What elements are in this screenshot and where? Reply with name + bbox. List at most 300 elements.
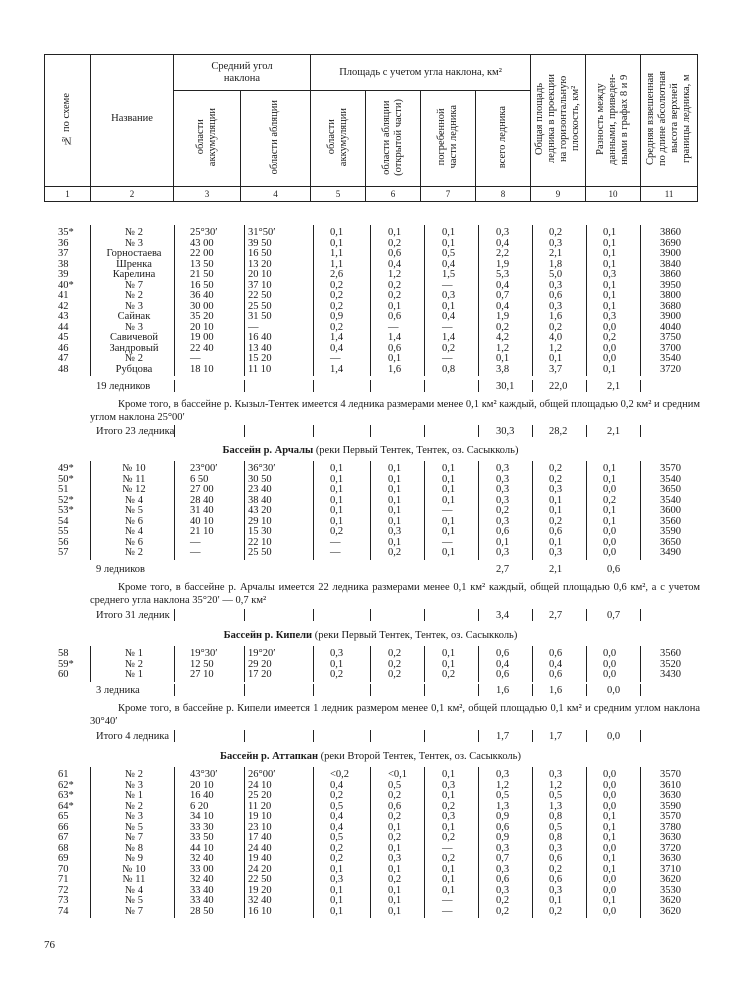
- column-tick: [244, 730, 245, 742]
- table-cell: № 2: [125, 769, 143, 780]
- table-cell: 55: [58, 526, 69, 537]
- table-cell: 0,1: [330, 905, 344, 917]
- table-cell: 0,3: [496, 842, 510, 854]
- table-cell: 0,1: [442, 821, 456, 833]
- table-cell: 0,4: [496, 279, 510, 291]
- column-tick: [640, 380, 641, 392]
- table-cell: 0,1: [330, 505, 344, 516]
- table-cell: 0,4: [330, 811, 344, 822]
- table-cell: 0,1: [388, 353, 402, 364]
- table-cell: 3950: [660, 279, 681, 291]
- table-cell: 3650: [660, 536, 681, 548]
- table-cell: 0,9: [496, 832, 510, 843]
- table-cell: 0,0: [603, 658, 617, 670]
- table-cell: 62*: [58, 779, 74, 791]
- table-cell: 0,3: [496, 494, 510, 506]
- column-rule: [313, 225, 314, 376]
- table-cell: 0,9: [496, 811, 510, 822]
- summary-value: 2,1: [607, 426, 621, 437]
- header-number: 1: [45, 187, 91, 202]
- table-cell: 23 40: [248, 484, 272, 495]
- summary-label: 3 ледника: [96, 685, 140, 696]
- table-cell: Шренка: [116, 258, 152, 270]
- table-cell: № 10: [122, 863, 146, 875]
- table-cell: 0,1: [603, 832, 617, 843]
- table-cell: 0,0: [603, 800, 617, 812]
- table-cell: 0,0: [603, 884, 617, 896]
- header-number: 8: [476, 187, 531, 202]
- table-cell: 0,4: [388, 258, 402, 270]
- section-note: Кроме того, в бассейне р. Кипели имеется 1 ледник размером менее 0,1 км², общей площадью 0,1 км² и средним углом наклона 30°40′: [90, 703, 700, 727]
- table-cell: № 7: [125, 279, 143, 291]
- table-cell: 0,1: [603, 248, 617, 259]
- table-cell: —: [190, 353, 201, 364]
- table-cell: 1,3: [549, 800, 563, 812]
- table-cell: № 12: [122, 484, 146, 495]
- column-rule: [640, 225, 641, 376]
- header-number: 9: [531, 187, 586, 202]
- table-cell: 29 10: [248, 515, 272, 527]
- table-cell: 0,2: [388, 811, 402, 822]
- table-cell: № 5: [125, 821, 143, 833]
- table-cell: 0,1: [388, 463, 402, 474]
- summary-value: 2,7: [496, 564, 510, 575]
- table-cell: 0,2: [442, 832, 456, 843]
- table-cell: 65: [58, 811, 69, 822]
- table-cell: 31°50′: [248, 227, 276, 238]
- table-cell: 0,1: [388, 536, 402, 548]
- table-cell: 0,2: [330, 279, 344, 291]
- table-cell: 49*: [58, 463, 74, 474]
- table-cell: № 2: [125, 658, 143, 670]
- table-cell: 0,1: [330, 484, 344, 495]
- table-cell: 0,2: [388, 290, 402, 301]
- table-cell: 0,1: [388, 227, 402, 238]
- table-cell: —: [442, 353, 453, 364]
- table-cell: 0,3: [388, 853, 402, 864]
- column-tick: [640, 425, 641, 437]
- table-cell: 1,2: [549, 342, 563, 354]
- table-cell: 1,5: [442, 269, 456, 280]
- table-cell: 67: [58, 832, 69, 843]
- table-cell: 0,5: [442, 248, 456, 259]
- column-tick: [174, 684, 175, 696]
- table-cell: 0,1: [388, 863, 402, 875]
- table-cell: 3900: [660, 248, 681, 259]
- table-cell: 15 30: [248, 526, 272, 537]
- table-cell: 37 10: [248, 279, 272, 291]
- summary-value: 1,7: [496, 731, 510, 742]
- table-cell: 18 10: [190, 363, 214, 375]
- table-cell: 33 40: [190, 884, 214, 896]
- table-cell: 19°30′: [190, 648, 218, 659]
- table-cell: 22 40: [190, 342, 214, 354]
- column-rule: [174, 646, 175, 682]
- column-tick: [174, 425, 175, 437]
- table-cell: 3540: [660, 494, 681, 506]
- table-cell: 22 10: [248, 536, 272, 548]
- table-cell: 0,2: [549, 863, 563, 875]
- summary-value: 1,6: [496, 685, 510, 696]
- column-tick: [370, 684, 371, 696]
- table-cell: 29 20: [248, 658, 272, 670]
- column-tick: [313, 380, 314, 392]
- column-rule: [174, 461, 175, 560]
- table-cell: 0,2: [549, 463, 563, 474]
- column-rule: [90, 767, 91, 918]
- table-cell: 0,4: [442, 311, 456, 322]
- table-cell: 3590: [660, 800, 681, 812]
- table-cell: 38: [58, 258, 69, 270]
- summary-value: 22,0: [549, 381, 568, 392]
- table-cell: 0,3: [549, 484, 563, 495]
- table-cell: 3530: [660, 884, 681, 896]
- table-cell: 0,1: [549, 353, 563, 364]
- table-cell: 0,0: [603, 905, 617, 917]
- table-cell: 0,1: [330, 863, 344, 875]
- table-cell: 6 50: [190, 473, 209, 485]
- table-cell: 0,1: [442, 863, 456, 875]
- table-cell: 0,3: [496, 515, 510, 527]
- header-col-10: Разность между данными, приведен- ными в графах 8 и 9: [586, 55, 641, 187]
- column-rule: [90, 461, 91, 560]
- header-col-5: области аккумуляции: [311, 91, 366, 187]
- table-cell: 20 10: [248, 269, 272, 280]
- table-cell: 43: [58, 311, 69, 322]
- header-number: 3: [174, 187, 241, 202]
- table-cell: 3720: [660, 842, 681, 854]
- table-cell: 3,7: [549, 363, 563, 375]
- summary-value: 1,7: [549, 731, 563, 742]
- table-cell: 0,2: [549, 515, 563, 527]
- table-cell: 0,1: [496, 536, 510, 548]
- table-cell: 40 10: [190, 515, 214, 527]
- table-cell: 63*: [58, 790, 74, 801]
- column-tick: [313, 730, 314, 742]
- column-rule: [586, 646, 587, 682]
- table-cell: 3,8: [496, 363, 510, 375]
- table-cell: —: [330, 536, 341, 548]
- table-cell: 33 50: [190, 832, 214, 843]
- header-group-angle: Средний угол наклона: [174, 55, 311, 91]
- table-cell: 1,8: [549, 258, 563, 270]
- table-cell: № 2: [125, 547, 143, 558]
- column-tick: [370, 730, 371, 742]
- summary-value: 30,1: [496, 381, 515, 392]
- table-cell: № 7: [125, 905, 143, 917]
- table-cell: 0,5: [549, 790, 563, 801]
- table-cell: 0,3: [549, 769, 563, 780]
- column-rule: [478, 461, 479, 560]
- summary-value: 0,0: [607, 731, 621, 742]
- table-cell: 0,1: [388, 505, 402, 516]
- table-cell: 44: [58, 321, 69, 333]
- column-tick: [640, 684, 641, 696]
- table-cell: 13 20: [248, 258, 272, 270]
- table-cell: 44 10: [190, 842, 214, 854]
- table-cell: 0,1: [388, 821, 402, 833]
- column-rule: [586, 767, 587, 918]
- table-cell: 0,3: [496, 227, 510, 238]
- table-cell: 0,3: [549, 279, 563, 291]
- header-group-area: Площадь с учетом угла наклона, км²: [311, 55, 531, 91]
- table-cell: 0,5: [549, 821, 563, 833]
- table-cell: 24 10: [248, 779, 272, 791]
- table-cell: 1,3: [496, 800, 510, 812]
- table-cell: 50*: [58, 473, 74, 485]
- table-cell: 0,2: [330, 669, 344, 680]
- table-cell: 0,2: [388, 237, 402, 249]
- column-rule: [90, 225, 91, 376]
- table-cell: 59*: [58, 658, 74, 670]
- table-cell: 70: [58, 863, 69, 875]
- table-cell: 38 40: [248, 494, 272, 506]
- table-cell: 0,3: [549, 884, 563, 896]
- table-cell: № 3: [125, 779, 143, 791]
- table-cell: № 3: [125, 300, 143, 312]
- table-cell: 22 50: [248, 874, 272, 885]
- table-cell: 0,1: [388, 494, 402, 506]
- column-tick: [174, 380, 175, 392]
- header-col-7: погребенной части ледника: [421, 91, 476, 187]
- table-cell: 47: [58, 353, 69, 364]
- table-cell: 0,3: [330, 874, 344, 885]
- table-cell: 1,1: [330, 248, 344, 259]
- table-cell: 0,2: [388, 669, 402, 680]
- table-cell: 0,2: [388, 279, 402, 291]
- table-cell: 0,3: [496, 884, 510, 896]
- table-cell: 0,1: [603, 258, 617, 270]
- table-cell: 0,1: [603, 290, 617, 301]
- table-cell: 0,3: [442, 290, 456, 301]
- column-rule: [532, 461, 533, 560]
- summary-value: 2,1: [549, 564, 563, 575]
- table-cell: 32 40: [190, 853, 214, 864]
- table-cell: 5,3: [496, 269, 510, 280]
- table-cell: № 11: [122, 874, 146, 885]
- table-cell: 0,1: [603, 505, 617, 516]
- table-cell: № 5: [125, 895, 143, 906]
- table-cell: 0,2: [549, 227, 563, 238]
- table-cell: № 3: [125, 811, 143, 822]
- table-cell: 0,2: [442, 800, 456, 812]
- header-col-3: области аккумуляции: [174, 91, 241, 187]
- subtotal-row: [0, 684, 741, 697]
- table-cell: 0,1: [442, 227, 456, 238]
- table-cell: № 2: [125, 227, 143, 238]
- column-rule: [478, 225, 479, 376]
- table-cell: 0,1: [330, 658, 344, 670]
- table-cell: № 5: [125, 505, 143, 516]
- column-tick: [370, 380, 371, 392]
- table-cell: 3860: [660, 227, 681, 238]
- table-cell: 3610: [660, 779, 681, 791]
- basin-title: [0, 751, 741, 762]
- table-cell: № 1: [125, 790, 143, 801]
- table-cell: —: [190, 547, 201, 558]
- table-cell: 0,2: [388, 874, 402, 885]
- table-cell: 0,2: [442, 669, 456, 680]
- column-tick: [244, 684, 245, 696]
- table-cell: 0,2: [496, 895, 510, 906]
- column-tick: [532, 609, 533, 621]
- table-cell: 3540: [660, 353, 681, 364]
- column-tick: [640, 609, 641, 621]
- table-cell: 0,1: [442, 515, 456, 527]
- table-cell: 3560: [660, 648, 681, 659]
- table-cell: 33 40: [190, 895, 214, 906]
- table-cell: 71: [58, 874, 69, 885]
- table-cell: 0,3: [496, 547, 510, 558]
- table-cell: 20 10: [190, 321, 214, 333]
- table-cell: № 3: [125, 321, 143, 333]
- table-cell: № 2: [125, 353, 143, 364]
- table-cell: 0,2: [603, 494, 617, 506]
- table-cell: 3570: [660, 769, 681, 780]
- column-tick: [424, 684, 425, 696]
- column-rule: [313, 646, 314, 682]
- column-tick: [174, 609, 175, 621]
- table-cell: —: [190, 536, 201, 548]
- table-cell: 0,0: [603, 536, 617, 548]
- column-tick: [478, 425, 479, 437]
- column-tick: [478, 730, 479, 742]
- table-cell: 0,4: [330, 342, 344, 354]
- table-cell: 0,5: [388, 779, 402, 791]
- table-cell: —: [442, 905, 453, 917]
- column-rule: [478, 767, 479, 918]
- table-cell: 0,0: [603, 342, 617, 354]
- column-rule: [640, 461, 641, 560]
- table-cell: 33 30: [190, 821, 214, 833]
- table-cell: 58: [58, 648, 69, 659]
- table-cell: 42: [58, 300, 69, 312]
- table-cell: 19 40: [248, 853, 272, 864]
- table-cell: 30 00: [190, 300, 214, 312]
- table-cell: 0,2: [496, 905, 510, 917]
- table-cell: 0,8: [442, 363, 456, 375]
- table-cell: 1,4: [330, 363, 344, 375]
- table-cell: 1,4: [330, 332, 344, 343]
- basin-title: [0, 445, 741, 456]
- table-cell: 0,3: [496, 769, 510, 780]
- table-cell: 4040: [660, 321, 681, 333]
- column-tick: [313, 425, 314, 437]
- column-rule: [424, 646, 425, 682]
- table-cell: 16 50: [248, 248, 272, 259]
- summary-value: 2,7: [549, 610, 563, 621]
- summary-label: Итого 23 ледника: [96, 426, 175, 437]
- table-cell: 0,6: [549, 669, 563, 680]
- summary-value: 0,6: [607, 564, 621, 575]
- table-cell: 0,1: [442, 648, 456, 659]
- table-cell: 0,2: [330, 290, 344, 301]
- table-cell: 0,0: [603, 842, 617, 854]
- table-cell: 0,2: [549, 473, 563, 485]
- table-cell: 21 10: [190, 526, 214, 537]
- table-cell: 0,4: [549, 658, 563, 670]
- header-col-8: всего ледника: [476, 91, 531, 187]
- table-cell: 0,2: [330, 790, 344, 801]
- table-cell: 3750: [660, 332, 681, 343]
- table-cell: 22 50: [248, 290, 272, 301]
- table-cell: —: [442, 321, 453, 333]
- table-cell: 20 10: [190, 779, 214, 791]
- table-cell: 0,0: [603, 648, 617, 659]
- table-cell: 24 20: [248, 863, 272, 875]
- table-cell: 39 50: [248, 237, 272, 249]
- table-cell: 1,9: [496, 311, 510, 322]
- table-cell: 0,1: [442, 526, 456, 537]
- table-cell: 0,3: [496, 473, 510, 485]
- table-cell: № 4: [125, 494, 143, 506]
- table-cell: 0,1: [442, 658, 456, 670]
- column-tick: [174, 730, 175, 742]
- table-cell: № 6: [125, 515, 143, 527]
- column-tick: [586, 609, 587, 621]
- table-cell: 1,6: [549, 311, 563, 322]
- table-cell: 0,3: [549, 547, 563, 558]
- column-rule: [370, 225, 371, 376]
- column-tick: [586, 425, 587, 437]
- table-cell: 15 20: [248, 353, 272, 364]
- table-cell: 0,1: [603, 811, 617, 822]
- table-cell: 0,1: [603, 227, 617, 238]
- table-cell: Зандровый: [109, 342, 159, 354]
- table-header: [44, 54, 698, 202]
- table-cell: 3620: [660, 895, 681, 906]
- table-cell: 0,1: [330, 895, 344, 906]
- header-number: 5: [311, 187, 366, 202]
- table-cell: № 6: [125, 536, 143, 548]
- table-cell: 0,3: [549, 237, 563, 249]
- table-cell: 3800: [660, 290, 681, 301]
- table-cell: 0,1: [442, 884, 456, 896]
- column-rule: [424, 767, 425, 918]
- table-cell: 0,0: [603, 874, 617, 885]
- header-number: 7: [421, 187, 476, 202]
- table-cell: 0,4: [496, 237, 510, 249]
- table-cell: 0,2: [330, 321, 344, 333]
- table-cell: № 1: [125, 669, 143, 680]
- table-cell: 2,1: [549, 248, 563, 259]
- table-cell: 0,6: [388, 342, 402, 354]
- table-cell: 1,2: [496, 342, 510, 354]
- column-rule: [370, 461, 371, 560]
- table-cell: 51: [58, 484, 69, 495]
- table-cell: 3540: [660, 473, 681, 485]
- column-rule: [244, 461, 245, 560]
- column-rule: [532, 646, 533, 682]
- table-cell: 0,1: [603, 863, 617, 875]
- table-cell: 19 20: [248, 884, 272, 896]
- table-cell: 13 40: [248, 342, 272, 354]
- table-cell: 23°00′: [190, 463, 218, 474]
- table-cell: 22 00: [190, 248, 214, 259]
- table-cell: 1,2: [496, 779, 510, 791]
- table-cell: 3620: [660, 874, 681, 885]
- table-cell: 0,6: [388, 248, 402, 259]
- table-cell: № 2: [125, 800, 143, 812]
- table-cell: 0,3: [442, 779, 456, 791]
- table-cell: 69: [58, 853, 69, 864]
- basin-name: Бассейн р. Кипели: [223, 630, 313, 641]
- table-cell: 0,2: [549, 905, 563, 917]
- table-cell: 0,1: [388, 300, 402, 312]
- header-col-1: № по схеме: [45, 55, 91, 187]
- table-cell: 0,2: [496, 321, 510, 333]
- summary-value: 1,6: [549, 685, 563, 696]
